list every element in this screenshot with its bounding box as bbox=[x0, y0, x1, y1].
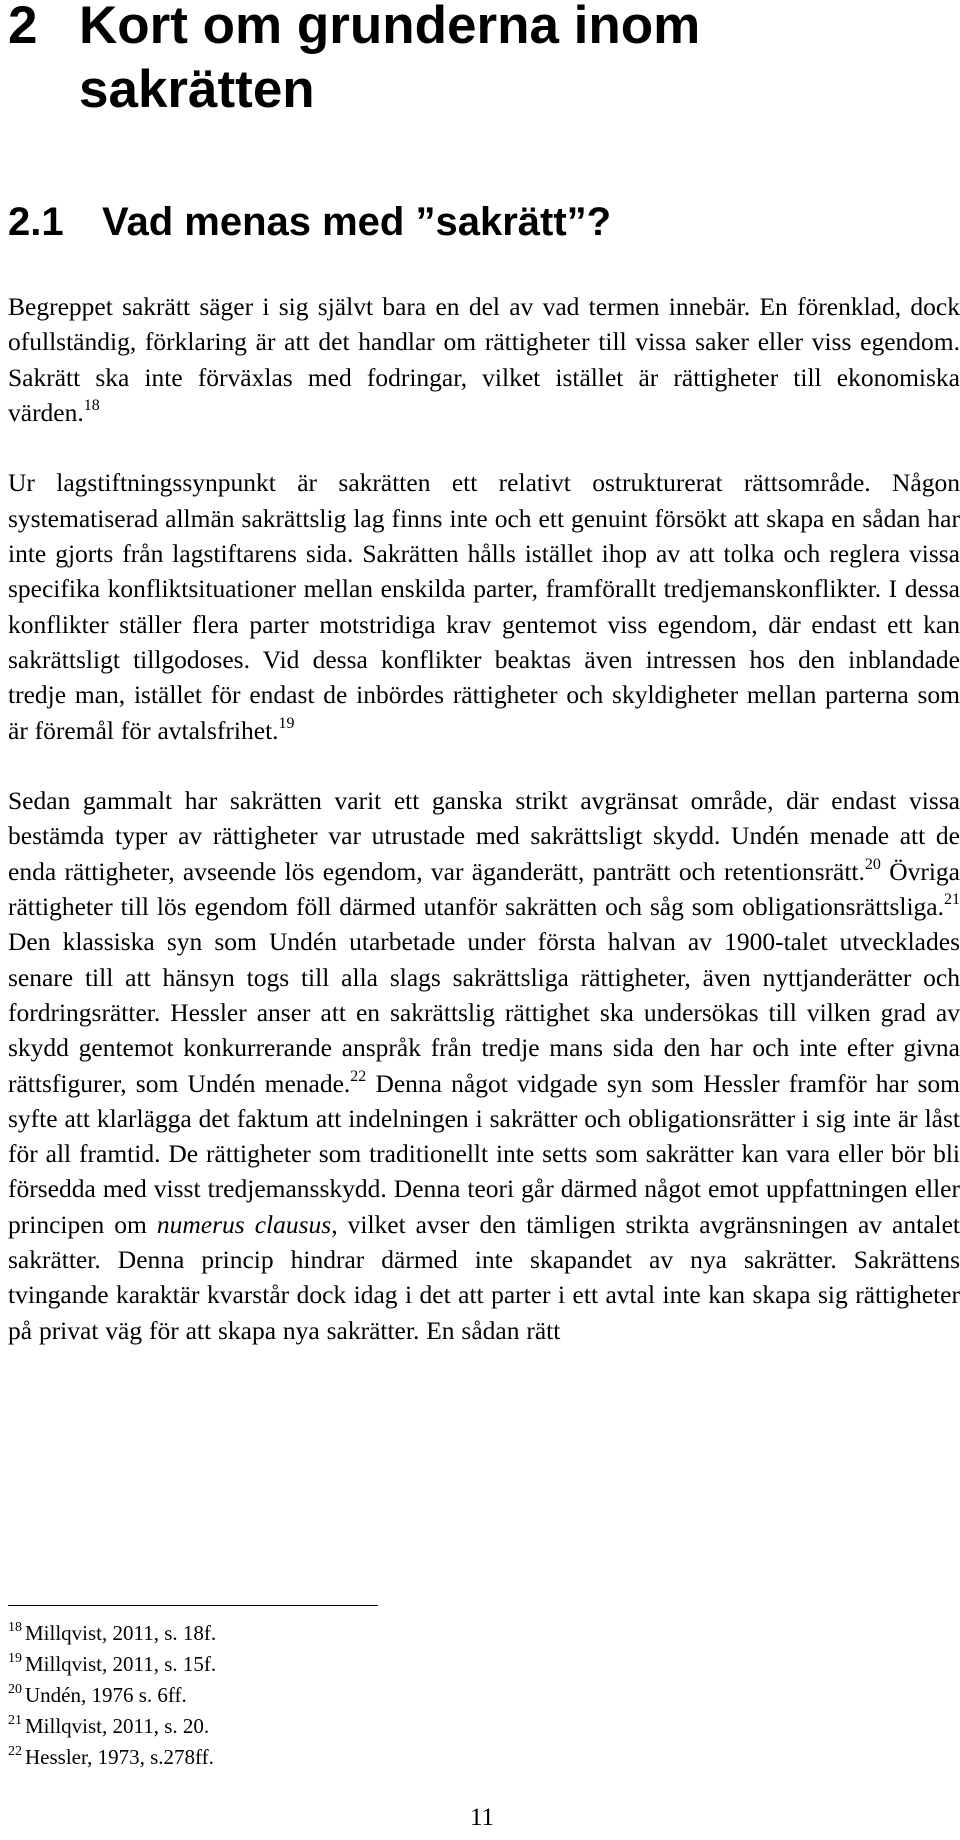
footnote bbox=[8, 1649, 216, 1680]
footnote-ref[interactable]: 21 bbox=[944, 891, 960, 909]
footnote bbox=[8, 1742, 216, 1773]
paragraph-text: Övriga rättigheter till lös egendom föll därmed utanför sakrätten och såg som obligationsrättsliga. bbox=[8, 856, 960, 922]
footnote-number: 22 bbox=[8, 1744, 22, 1759]
section-heading bbox=[8, 198, 611, 246]
paragraph-text: , vilket avser den tämligen strikta avgränsningen av antalet sakrätter. Denna princip hindrar därmed inte skapandet av nya sakrätter. Sakrättens tvingande karaktär kvarstår dock idag i det att parter i ett avtal inte kan skapa sig rättigheter på privat väg för att skapa nya sakrätter. En sådan rätt bbox=[8, 1209, 960, 1345]
paragraph-3 bbox=[8, 783, 960, 1348]
footnote bbox=[8, 1618, 216, 1649]
footnote bbox=[8, 1680, 216, 1711]
paragraph-text: Den klassiska syn som Undén utarbetade under första halvan av 1900-talet utvecklades senare till att hänsyn togs till alla slags sakrättsliga rättigheter, även nyttjanderätter och fordringsrätter. Hessler anser att en sakrättslig rättighet ska undersökas till vilken grad av skydd gentemot konkurrerande anspråk från tredje mans sida den har och inte efter givna rättsfigurer, som Undén menade. bbox=[8, 927, 960, 1098]
paragraph-text: Sedan gammalt har sakrätten varit ett ganska strikt avgränsat område, där endast vissa bestämda typer av rättigheter var utrustade med sakrättsligt skydd. Undén menade att de enda rättigheter, avseende lös egendom, var äganderätt, panträtt och retentionsrätt. bbox=[8, 786, 960, 886]
footnote-text: Hessler, 1973, s.278ff. bbox=[25, 1745, 214, 1769]
footnote-number: 18 bbox=[8, 1620, 22, 1635]
paragraph-1 bbox=[8, 289, 960, 430]
footnote-ref[interactable]: 22 bbox=[350, 1067, 367, 1085]
chapter-number: 2 bbox=[8, 0, 38, 55]
section-title: Vad menas med ”sakrätt”? bbox=[102, 200, 612, 244]
section-number: 2.1 bbox=[8, 200, 64, 244]
chapter-title-line1: Kort om grunderna inom bbox=[79, 0, 701, 55]
footnote-ref[interactable]: 19 bbox=[278, 714, 295, 732]
paragraph-text: Denna något vidgade syn som Hessler framför har som syfte att klarlägga det faktum att indelningen i sakrätter och obligationsrätter i sig inte är låst för all framtid. De rättigheter som traditionellt inte setts som sakrätter kan vara eller bör bli försedda med visst tredjemansskydd. Denna teori går därmed något emot uppfattningen eller principen om bbox=[8, 1068, 960, 1239]
footnotes bbox=[8, 1618, 216, 1773]
chapter-heading bbox=[8, 0, 948, 122]
footnote-number: 20 bbox=[8, 1682, 22, 1697]
latin-term: numerus clausus bbox=[156, 1209, 332, 1239]
footnote-ref[interactable]: 18 bbox=[83, 396, 100, 414]
body-text bbox=[8, 289, 960, 1383]
paragraph-2 bbox=[8, 465, 960, 747]
footnote-ref[interactable]: 20 bbox=[864, 855, 881, 873]
footnote-text: Millqvist, 2011, s. 20. bbox=[25, 1714, 210, 1738]
footnote-text: Undén, 1976 s. 6ff. bbox=[25, 1683, 187, 1707]
footnote-text: Millqvist, 2011, s. 18f. bbox=[25, 1621, 217, 1645]
paragraph-text: Ur lagstiftningssynpunkt är sakrätten ett relativt ostrukturerat rättsområde. Någon systematiserad allmän sakrättslig lag finns inte och ett genuint försökt att skapa en sådan har inte gjorts från lagstiftarens sida. Sakrätten hålls istället ihop av att tolka och reglera vissa specifika konfliktsituationer mellan enskilda parter, framförallt tredjemanskonflikter. I dessa konflikter ställer flera parter motstridiga krav gentemot viss egendom, där endast ett kan sakrättsligt tillgodoses. Vid dessa konflikter beaktas även intressen hos den inblandade tredje man, istället för endast de inbördes rättigheter och skyldigheter mellan parterna som är föremål för avtalsfrihet. bbox=[8, 468, 960, 745]
document-page bbox=[8, 0, 960, 1840]
footnote-separator bbox=[8, 1605, 378, 1606]
chapter-title-line2: sakrätten bbox=[79, 60, 315, 119]
page-number: 11 bbox=[469, 1804, 495, 1831]
paragraph-text: Begreppet sakrätt säger i sig självt bara en del av vad termen innebär. En förenklad, dock ofullständig, förklaring är att det handlar om rättigheter till vissa saker eller viss egendom. Sakrätt ska inte förväxlas med fodringar, vilket istället är rättigheter till ekonomiska värden. bbox=[8, 292, 960, 427]
footnote-number: 19 bbox=[8, 1651, 22, 1666]
footnote-text: Millqvist, 2011, s. 15f. bbox=[25, 1652, 217, 1676]
footnote bbox=[8, 1711, 216, 1742]
footnote-number: 21 bbox=[8, 1713, 22, 1728]
